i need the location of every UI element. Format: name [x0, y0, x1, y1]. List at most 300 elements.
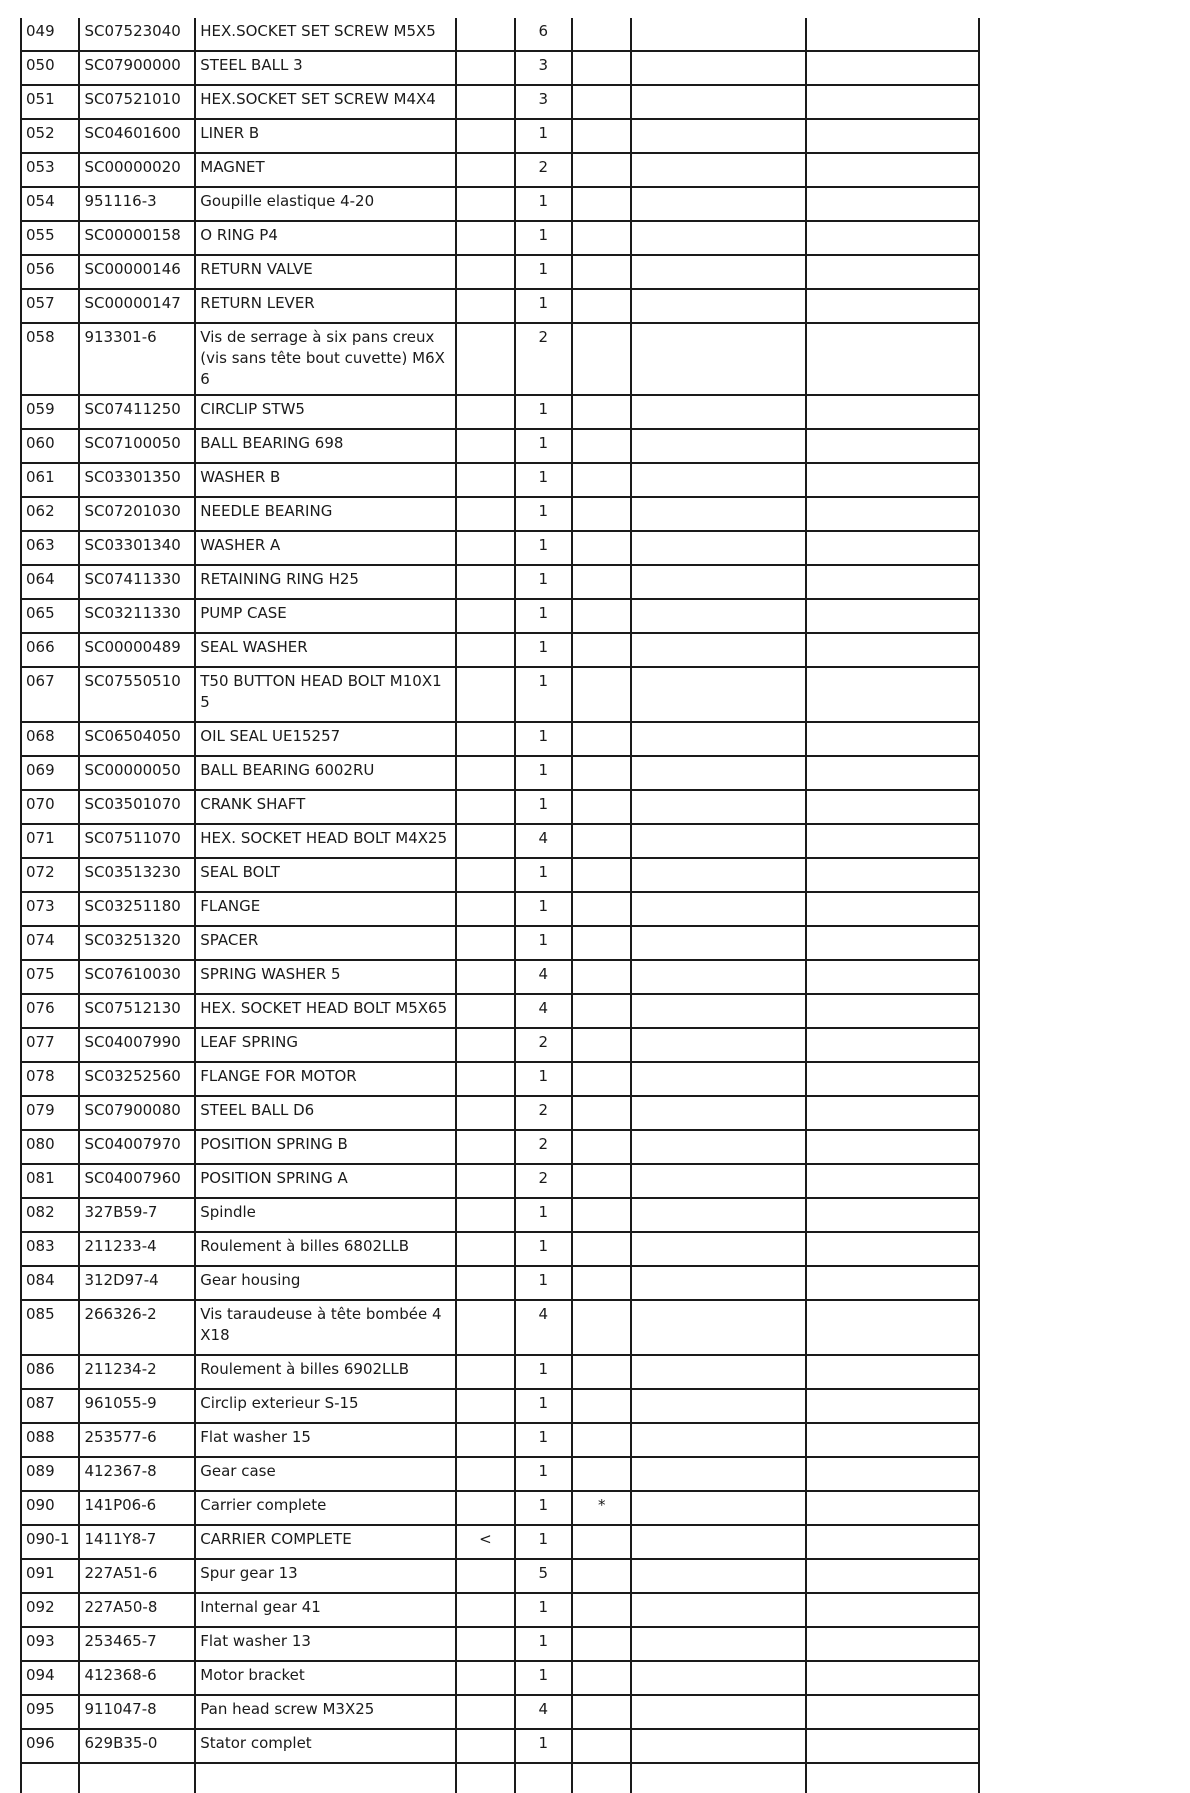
- table-row: [21, 497, 979, 531]
- table-row: [21, 1198, 979, 1232]
- change-flag-cell: [456, 1593, 514, 1627]
- description-cell: STEEL BALL 3: [195, 51, 456, 85]
- empty-cell: [21, 1763, 79, 1793]
- description-cell: LINER B: [195, 119, 456, 153]
- change-flag-cell: [456, 892, 514, 926]
- table-row: [21, 531, 979, 565]
- table-row: [21, 994, 979, 1028]
- empty-cell: [806, 1661, 979, 1695]
- description-cell: Flat washer 13: [195, 1627, 456, 1661]
- table-row: [21, 667, 979, 722]
- change-flag-cell: [456, 824, 514, 858]
- change-flag-cell: [456, 960, 514, 994]
- part-code-cell: SC07900080: [79, 1096, 195, 1130]
- quantity-cell: 1: [515, 756, 572, 790]
- change-flag-cell: [456, 1266, 514, 1300]
- empty-cell: [631, 892, 805, 926]
- description-cell: Spur gear 13: [195, 1559, 456, 1593]
- empty-cell: [806, 599, 979, 633]
- empty-cell: [631, 565, 805, 599]
- empty-cell: [806, 1491, 979, 1525]
- quantity-cell: 1: [515, 1457, 572, 1491]
- item-number-cell: 061: [21, 463, 79, 497]
- empty-cell: [631, 1695, 805, 1729]
- quantity-cell: 1: [515, 429, 572, 463]
- empty-cell: [631, 994, 805, 1028]
- quantity-cell: 1: [515, 289, 572, 323]
- quantity-cell: 2: [515, 323, 572, 395]
- empty-cell: [806, 1763, 979, 1793]
- description-cell: SEAL WASHER: [195, 633, 456, 667]
- empty-cell: [631, 395, 805, 429]
- table-row: [21, 1593, 979, 1627]
- quantity-cell: 1: [515, 1389, 572, 1423]
- part-code-cell: SC03301350: [79, 463, 195, 497]
- empty-cell: [631, 1593, 805, 1627]
- description-cell: HEX. SOCKET HEAD BOLT M5X65: [195, 994, 456, 1028]
- empty-cell: [806, 153, 979, 187]
- table-row: [21, 18, 979, 51]
- change-flag-cell: [456, 1389, 514, 1423]
- note-mark-cell: [572, 722, 632, 756]
- quantity-cell: 1: [515, 119, 572, 153]
- item-number-cell: 090-1: [21, 1525, 79, 1559]
- change-flag-cell: [456, 1627, 514, 1661]
- quantity-cell: 1: [515, 1232, 572, 1266]
- description-cell: MAGNET: [195, 153, 456, 187]
- empty-cell: [631, 323, 805, 395]
- description-cell: CIRCLIP STW5: [195, 395, 456, 429]
- table-row: [21, 221, 979, 255]
- table-row: [21, 1729, 979, 1763]
- change-flag-cell: [456, 85, 514, 119]
- part-code-cell: SC07511070: [79, 824, 195, 858]
- description-cell: LEAF SPRING: [195, 1028, 456, 1062]
- quantity-cell: 4: [515, 994, 572, 1028]
- item-number-cell: 085: [21, 1300, 79, 1355]
- description-cell: PUMP CASE: [195, 599, 456, 633]
- change-flag-cell: [456, 395, 514, 429]
- quantity-cell: 1: [515, 463, 572, 497]
- item-number-cell: 073: [21, 892, 79, 926]
- quantity-cell: 1: [515, 858, 572, 892]
- table-row: [21, 1525, 979, 1559]
- part-code-cell: SC03301340: [79, 531, 195, 565]
- empty-cell: [806, 1355, 979, 1389]
- item-number-cell: 081: [21, 1164, 79, 1198]
- part-code-cell: SC04007970: [79, 1130, 195, 1164]
- note-mark-cell: [572, 1695, 632, 1729]
- empty-cell: [806, 85, 979, 119]
- note-mark-cell: [572, 1198, 632, 1232]
- empty-cell: [806, 790, 979, 824]
- description-cell: Motor bracket: [195, 1661, 456, 1695]
- table-row: [21, 1300, 979, 1355]
- part-code-cell: 412367-8: [79, 1457, 195, 1491]
- part-code-cell: SC00000020: [79, 153, 195, 187]
- description-cell: Spindle: [195, 1198, 456, 1232]
- empty-cell: [515, 1763, 572, 1793]
- empty-cell: [631, 633, 805, 667]
- description-cell: NEEDLE BEARING: [195, 497, 456, 531]
- table-row: [21, 1266, 979, 1300]
- change-flag-cell: [456, 153, 514, 187]
- part-code-cell: SC07100050: [79, 429, 195, 463]
- note-mark-cell: [572, 565, 632, 599]
- empty-cell: [806, 858, 979, 892]
- item-number-cell: 084: [21, 1266, 79, 1300]
- part-code-cell: SC07411250: [79, 395, 195, 429]
- description-cell: Flat washer 15: [195, 1423, 456, 1457]
- empty-cell: [806, 1695, 979, 1729]
- table-row: [21, 1096, 979, 1130]
- part-code-cell: SC03251320: [79, 926, 195, 960]
- item-number-cell: 093: [21, 1627, 79, 1661]
- note-mark-cell: [572, 1300, 632, 1355]
- description-cell: HEX.SOCKET SET SCREW M4X4: [195, 85, 456, 119]
- quantity-cell: 1: [515, 1593, 572, 1627]
- empty-cell: [631, 1491, 805, 1525]
- change-flag-cell: [456, 289, 514, 323]
- empty-cell: [631, 599, 805, 633]
- table-row: [21, 1164, 979, 1198]
- note-mark-cell: [572, 51, 632, 85]
- empty-cell: [806, 221, 979, 255]
- part-code-cell: SC06504050: [79, 722, 195, 756]
- item-number-cell: 074: [21, 926, 79, 960]
- note-mark-cell: [572, 994, 632, 1028]
- note-mark-cell: [572, 1130, 632, 1164]
- parts-table: [20, 18, 980, 1793]
- part-code-cell: 253465-7: [79, 1627, 195, 1661]
- description-cell: CRANK SHAFT: [195, 790, 456, 824]
- change-flag-cell: [456, 255, 514, 289]
- table-row: [21, 395, 979, 429]
- item-number-cell: 051: [21, 85, 79, 119]
- table-row: [21, 51, 979, 85]
- part-code-cell: SC07521010: [79, 85, 195, 119]
- change-flag-cell: [456, 858, 514, 892]
- change-flag-cell: [456, 1559, 514, 1593]
- parts-table-body: [21, 18, 979, 1793]
- quantity-cell: 1: [515, 1198, 572, 1232]
- empty-cell: [631, 1198, 805, 1232]
- empty-cell: [631, 1423, 805, 1457]
- change-flag-cell: [456, 1355, 514, 1389]
- quantity-cell: 1: [515, 892, 572, 926]
- table-row: [21, 599, 979, 633]
- quantity-cell: 1: [515, 1525, 572, 1559]
- item-number-cell: 060: [21, 429, 79, 463]
- empty-cell: [631, 497, 805, 531]
- description-cell: T50 BUTTON HEAD BOLT M10X15: [195, 667, 456, 722]
- item-number-cell: 065: [21, 599, 79, 633]
- empty-cell: [631, 1164, 805, 1198]
- quantity-cell: 1: [515, 1062, 572, 1096]
- part-code-cell: SC00000489: [79, 633, 195, 667]
- item-number-cell: 095: [21, 1695, 79, 1729]
- part-code-cell: SC03501070: [79, 790, 195, 824]
- note-mark-cell: [572, 497, 632, 531]
- empty-cell: [806, 429, 979, 463]
- table-row: [21, 1130, 979, 1164]
- description-cell: RETAINING RING H25: [195, 565, 456, 599]
- change-flag-cell: [456, 1130, 514, 1164]
- quantity-cell: 1: [515, 255, 572, 289]
- note-mark-cell: [572, 85, 632, 119]
- change-flag-cell: [456, 565, 514, 599]
- note-mark-cell: [572, 1164, 632, 1198]
- empty-cell: [631, 1355, 805, 1389]
- table-row: [21, 119, 979, 153]
- description-cell: Gear housing: [195, 1266, 456, 1300]
- item-number-cell: 052: [21, 119, 79, 153]
- quantity-cell: 1: [515, 221, 572, 255]
- note-mark-cell: [572, 1062, 632, 1096]
- item-number-cell: 056: [21, 255, 79, 289]
- change-flag-cell: [456, 1729, 514, 1763]
- change-flag-cell: [456, 51, 514, 85]
- empty-cell: [631, 960, 805, 994]
- table-row: [21, 1491, 979, 1525]
- note-mark-cell: [572, 255, 632, 289]
- table-row: [21, 1559, 979, 1593]
- empty-cell: [806, 667, 979, 722]
- empty-cell: [806, 51, 979, 85]
- empty-cell: [806, 1198, 979, 1232]
- part-code-cell: 211233-4: [79, 1232, 195, 1266]
- table-row: [21, 858, 979, 892]
- quantity-cell: 1: [515, 722, 572, 756]
- table-row: [21, 790, 979, 824]
- empty-cell: [806, 323, 979, 395]
- item-number-cell: 076: [21, 994, 79, 1028]
- quantity-cell: 1: [515, 926, 572, 960]
- note-mark-cell: [572, 395, 632, 429]
- quantity-cell: 4: [515, 960, 572, 994]
- description-cell: HEX. SOCKET HEAD BOLT M4X25: [195, 824, 456, 858]
- description-cell: Stator complet: [195, 1729, 456, 1763]
- description-cell: Internal gear 41: [195, 1593, 456, 1627]
- table-row: [21, 255, 979, 289]
- note-mark-cell: [572, 1232, 632, 1266]
- empty-cell: [806, 531, 979, 565]
- item-number-cell: 063: [21, 531, 79, 565]
- empty-cell: [806, 463, 979, 497]
- item-number-cell: 050: [21, 51, 79, 85]
- description-cell: WASHER B: [195, 463, 456, 497]
- item-number-cell: 088: [21, 1423, 79, 1457]
- note-mark-cell: [572, 824, 632, 858]
- empty-cell: [806, 1559, 979, 1593]
- part-code-cell: SC04601600: [79, 119, 195, 153]
- description-cell: Vis de serrage à six pans creux (vis sans tête bout cuvette) M6X6: [195, 323, 456, 395]
- table-row: [21, 463, 979, 497]
- note-mark-cell: [572, 1355, 632, 1389]
- empty-cell: [806, 756, 979, 790]
- table-row: [21, 1695, 979, 1729]
- note-mark-cell: [572, 892, 632, 926]
- description-cell: Vis taraudeuse à tête bombée 4X18: [195, 1300, 456, 1355]
- quantity-cell: 1: [515, 790, 572, 824]
- note-mark-cell: [572, 1525, 632, 1559]
- change-flag-cell: [456, 1695, 514, 1729]
- empty-cell: [806, 722, 979, 756]
- empty-cell: [806, 926, 979, 960]
- description-cell: POSITION SPRING A: [195, 1164, 456, 1198]
- empty-cell: [631, 1096, 805, 1130]
- empty-cell: [806, 289, 979, 323]
- quantity-cell: 1: [515, 667, 572, 722]
- change-flag-cell: [456, 429, 514, 463]
- part-code-cell: SC04007990: [79, 1028, 195, 1062]
- quantity-cell: 1: [515, 497, 572, 531]
- quantity-cell: 1: [515, 1355, 572, 1389]
- note-mark-cell: [572, 960, 632, 994]
- empty-cell: [631, 1763, 805, 1793]
- empty-cell: [806, 395, 979, 429]
- part-code-cell: 961055-9: [79, 1389, 195, 1423]
- part-code-cell: SC03251180: [79, 892, 195, 926]
- change-flag-cell: [456, 1164, 514, 1198]
- change-flag-cell: [456, 1457, 514, 1491]
- quantity-cell: 4: [515, 1695, 572, 1729]
- part-code-cell: 312D97-4: [79, 1266, 195, 1300]
- description-cell: OIL SEAL UE15257: [195, 722, 456, 756]
- empty-cell: [456, 1763, 514, 1793]
- change-flag-cell: [456, 926, 514, 960]
- part-code-cell: 412368-6: [79, 1661, 195, 1695]
- empty-cell: [631, 790, 805, 824]
- part-code-cell: SC00000050: [79, 756, 195, 790]
- note-mark-cell: [572, 119, 632, 153]
- description-cell: RETURN LEVER: [195, 289, 456, 323]
- part-code-cell: 227A50-8: [79, 1593, 195, 1627]
- empty-cell: [806, 1164, 979, 1198]
- description-cell: SPACER: [195, 926, 456, 960]
- part-code-cell: 211234-2: [79, 1355, 195, 1389]
- table-row: [21, 926, 979, 960]
- item-number-cell: 053: [21, 153, 79, 187]
- item-number-cell: 078: [21, 1062, 79, 1096]
- quantity-cell: 1: [515, 187, 572, 221]
- note-mark-cell: [572, 221, 632, 255]
- item-number-cell: 075: [21, 960, 79, 994]
- empty-cell: [631, 289, 805, 323]
- quantity-cell: 6: [515, 18, 572, 51]
- change-flag-cell: <: [456, 1525, 514, 1559]
- quantity-cell: 1: [515, 565, 572, 599]
- description-cell: WASHER A: [195, 531, 456, 565]
- description-cell: Roulement à billes 6802LLB: [195, 1232, 456, 1266]
- table-row: [21, 289, 979, 323]
- quantity-cell: 1: [515, 1266, 572, 1300]
- item-number-cell: 055: [21, 221, 79, 255]
- item-number-cell: 067: [21, 667, 79, 722]
- empty-cell: [631, 756, 805, 790]
- change-flag-cell: [456, 1198, 514, 1232]
- note-mark-cell: [572, 187, 632, 221]
- empty-cell: [631, 18, 805, 51]
- change-flag-cell: [456, 667, 514, 722]
- empty-cell: [631, 1130, 805, 1164]
- part-code-cell: SC03211330: [79, 599, 195, 633]
- table-row: [21, 1423, 979, 1457]
- item-number-cell: 049: [21, 18, 79, 51]
- note-mark-cell: [572, 531, 632, 565]
- table-row: [21, 960, 979, 994]
- table-row: [21, 1661, 979, 1695]
- item-number-cell: 069: [21, 756, 79, 790]
- item-number-cell: 092: [21, 1593, 79, 1627]
- description-cell: STEEL BALL D6: [195, 1096, 456, 1130]
- quantity-cell: 1: [515, 599, 572, 633]
- empty-cell: [631, 1266, 805, 1300]
- note-mark-cell: [572, 599, 632, 633]
- empty-cell: [806, 960, 979, 994]
- change-flag-cell: [456, 531, 514, 565]
- part-code-cell: SC07550510: [79, 667, 195, 722]
- description-cell: POSITION SPRING B: [195, 1130, 456, 1164]
- quantity-cell: 2: [515, 153, 572, 187]
- empty-cell: [806, 1729, 979, 1763]
- empty-cell: [806, 1062, 979, 1096]
- empty-cell: [806, 497, 979, 531]
- note-mark-cell: [572, 667, 632, 722]
- quantity-cell: 1: [515, 1627, 572, 1661]
- empty-cell: [79, 1763, 195, 1793]
- note-mark-cell: [572, 1096, 632, 1130]
- empty-cell: [631, 722, 805, 756]
- note-mark-cell: [572, 1729, 632, 1763]
- table-row: [21, 892, 979, 926]
- empty-cell: [806, 1423, 979, 1457]
- empty-cell: [631, 667, 805, 722]
- empty-cell: [631, 1559, 805, 1593]
- quantity-cell: 1: [515, 1491, 572, 1525]
- change-flag-cell: [456, 599, 514, 633]
- note-mark-cell: [572, 858, 632, 892]
- description-cell: CARRIER COMPLETE: [195, 1525, 456, 1559]
- empty-cell: [631, 1300, 805, 1355]
- empty-cell: [631, 221, 805, 255]
- empty-cell: [631, 187, 805, 221]
- item-number-cell: 096: [21, 1729, 79, 1763]
- quantity-cell: 1: [515, 1661, 572, 1695]
- part-code-cell: 327B59-7: [79, 1198, 195, 1232]
- item-number-cell: 094: [21, 1661, 79, 1695]
- description-cell: BALL BEARING 698: [195, 429, 456, 463]
- note-mark-cell: [572, 1389, 632, 1423]
- part-code-cell: SC07610030: [79, 960, 195, 994]
- empty-cell: [631, 153, 805, 187]
- description-cell: SPRING WASHER 5: [195, 960, 456, 994]
- table-row: [21, 1062, 979, 1096]
- quantity-cell: 2: [515, 1028, 572, 1062]
- change-flag-cell: [456, 790, 514, 824]
- change-flag-cell: [456, 756, 514, 790]
- part-code-cell: 951116-3: [79, 187, 195, 221]
- empty-cell: [806, 1028, 979, 1062]
- table-row: [21, 1457, 979, 1491]
- item-number-cell: 090: [21, 1491, 79, 1525]
- empty-cell: [806, 255, 979, 289]
- part-code-cell: 913301-6: [79, 323, 195, 395]
- part-code-cell: 227A51-6: [79, 1559, 195, 1593]
- change-flag-cell: [456, 633, 514, 667]
- empty-cell: [806, 1627, 979, 1661]
- table-row: [21, 429, 979, 463]
